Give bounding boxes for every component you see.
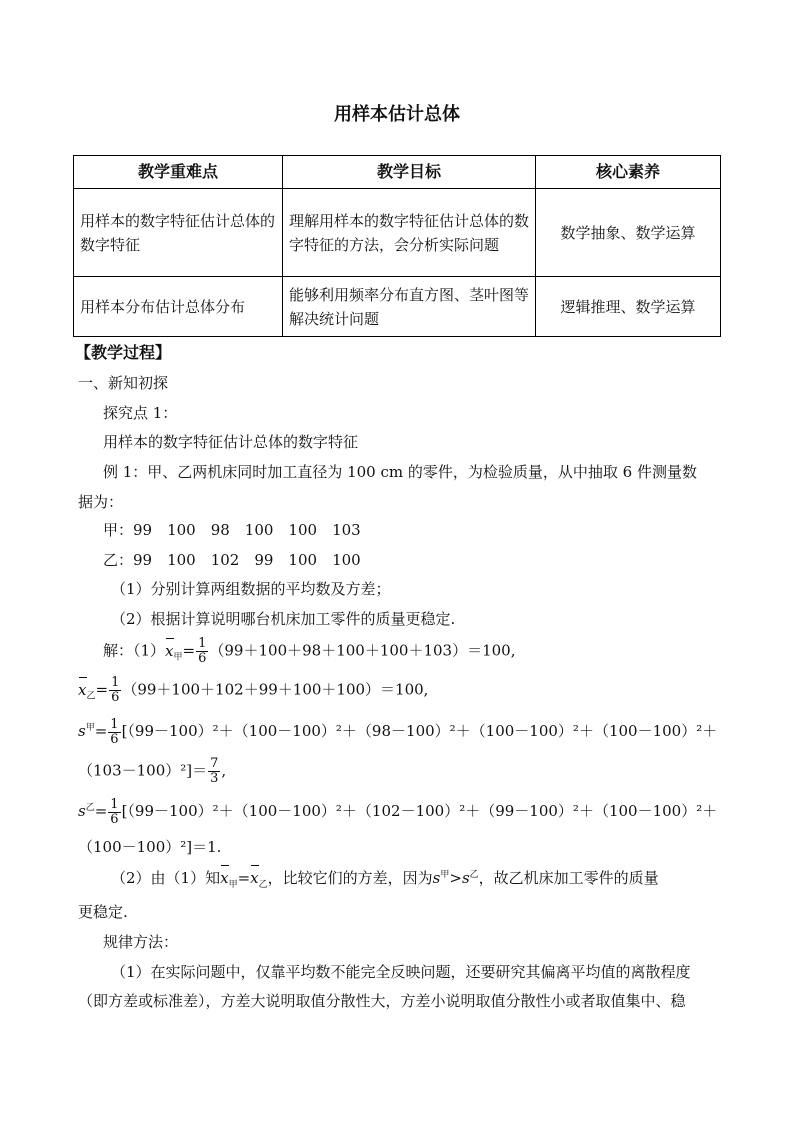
table-cell: 逻辑推理、数学运算	[536, 277, 721, 337]
table-cell: 能够利用频率分布直方图、茎叶图等解决统计问题	[283, 277, 536, 337]
method-text: （即方差或标准差），方差大说明取值分散性大，方差小说明取值分散性小或者取值集中、稳	[78, 992, 686, 1010]
example-text: 例 1：甲、乙两机床同时加工直径为 100 cm 的零件，为检验质量，从中抽取 6 件测量数	[103, 463, 697, 481]
section-heading: 【教学过程】	[75, 343, 172, 362]
solution-part2: （2）由（1）知$x_甲=x_乙$，比较它们的方差，因为$s^甲>s^乙$，故乙机床加工零件的质量	[111, 869, 659, 890]
table-header: 教学目标	[283, 156, 536, 189]
page-title: 用样本估计总体	[334, 104, 460, 125]
table-header: 教学重难点	[74, 156, 283, 189]
table-cell: 理解用样本的数字特征估计总体的数字特征的方法，会分析实际问题	[283, 189, 536, 277]
table-cell: 用样本的数字特征估计总体的数字特征	[74, 189, 283, 277]
table-header-row	[74, 156, 721, 189]
table-cell: 数学抽象、数学运算	[536, 189, 721, 277]
data-yi: 乙：99 100 102 99 100 100	[103, 551, 361, 569]
solution-variance-yi-cont: （100－100）²]＝1.	[78, 838, 222, 856]
probe-label: 探究点 1：	[103, 404, 178, 422]
method-text: （1）在实际问题中，仅靠平均数不能完全反映问题，还要研究其偏离平均值的离散程度	[111, 963, 691, 981]
question: （2）根据计算说明哪台机床加工零件的质量更稳定.	[111, 610, 456, 628]
question: （1）分别计算两组数据的平均数及方差；	[111, 580, 391, 598]
probe-title: 用样本的数字特征估计总体的数字特征	[103, 433, 359, 451]
solution-part2-cont: 更稳定.	[78, 903, 128, 921]
method-title: 规律方法：	[103, 933, 179, 951]
solution-variance-jia-cont: （103－100）²]＝ $\frac{7}{3}$ ,	[78, 756, 227, 786]
solution-variance-jia: $s^甲=$ $\frac{1}{6}$ [（99－100）²＋（100－100）²＋（98－100）²＋（100－100）²＋（100－100）²＋	[78, 716, 718, 747]
table-header: 核心素养	[536, 156, 721, 189]
objectives-table	[73, 155, 721, 337]
solution-mean-yi: $x_乙=$ $\frac{1}{6}$ （99＋100＋102＋99＋100＋100）＝100,	[78, 675, 429, 705]
part-heading: 一、新知初探	[78, 374, 169, 392]
table-cell: 用样本分布估计总体分布	[74, 277, 283, 337]
table-row	[74, 189, 721, 277]
solution-variance-yi: $s^乙=$ $\frac{1}{6}$ [（99－100）²＋（100－100）²＋（102－100）²＋（99－100）²＋（100－100）²＋	[78, 796, 718, 827]
table-row	[74, 277, 721, 337]
example-text: 据为：	[78, 493, 124, 511]
data-jia: 甲：99 100 98 100 100 103	[103, 521, 361, 539]
solution-mean-jia: 解：$(1)x_甲=$ $\frac{1}{6}$ （99＋100＋98＋100＋100＋103）＝100,	[103, 636, 516, 666]
